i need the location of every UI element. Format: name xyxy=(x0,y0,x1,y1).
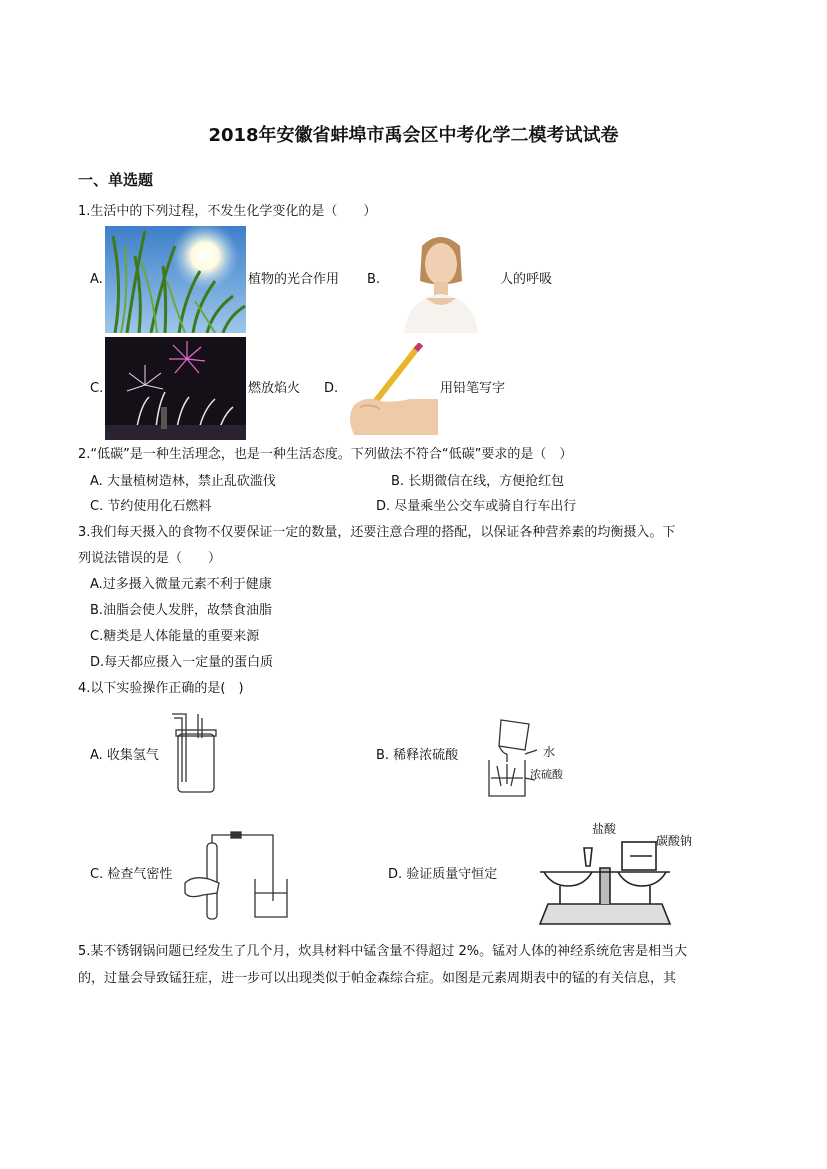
q2-option-b: B. 长期微信在线，方便抢红包 xyxy=(391,474,565,489)
q1-option-a-letter: A. xyxy=(90,272,103,287)
label-sodium-carbonate: 碳酸钠 xyxy=(656,834,693,848)
q1-option-b-text: 人的呼吸 xyxy=(500,272,553,287)
q1-option-d-text: 用铅笔写字 xyxy=(440,381,506,396)
q3-option-c: C.糖类是人体能量的重要来源 xyxy=(90,629,260,644)
question-3-stem-line2: 列说法错误的是（ ） xyxy=(78,551,222,566)
q1-option-c-text: 燃放焰火 xyxy=(248,381,301,396)
q3-option-a: A.过多摄入微量元素不利于健康 xyxy=(90,577,272,592)
q2-option-a: A. 大量植树造林，禁止乱砍滥伐 xyxy=(90,474,276,489)
q4-option-c: C. 检查气密性 xyxy=(90,867,173,882)
q4-option-a: A. 收集氢气 xyxy=(90,748,159,763)
breathing-image xyxy=(382,226,499,333)
q2-option-d: D. 尽量乘坐公交车或骑自行车出行 xyxy=(376,499,577,514)
q4-option-d: D. 验证质量守恒定 xyxy=(388,867,498,882)
question-5-line1: 5.某不锈钢锅问题已经发生了几个月，炊具材料中锰含量不得超过 2%。锰对人体的神经系统危害是相当大 xyxy=(78,944,688,959)
q3-option-d: D.每天都应摄入一定量的蛋白质 xyxy=(90,655,274,670)
pencil-writing-image xyxy=(340,343,440,435)
label-water: 水 xyxy=(543,745,556,759)
q4-option-b: B. 稀释浓硫酸 xyxy=(376,748,459,763)
label-concentrated-acid: 浓硫酸 xyxy=(530,768,563,781)
question-1-stem: 1.生活中的下列过程，不发生化学变化的是（ ） xyxy=(78,204,377,219)
page-title: 2018年安徽省蚌埠市禹会区中考化学二模考试试卷 xyxy=(208,125,619,146)
q1-option-a-text: 植物的光合作用 xyxy=(248,272,340,287)
airtightness-image xyxy=(183,831,288,921)
gas-bottle-image xyxy=(168,712,218,796)
photosynthesis-image xyxy=(105,226,246,333)
q1-option-d-letter: D. xyxy=(324,381,339,396)
question-4-stem: 4.以下实验操作正确的是( ) xyxy=(78,681,244,696)
q2-option-c: C. 节约使用化石燃料 xyxy=(90,499,212,514)
section-heading: 一、单选题 xyxy=(78,171,154,189)
q3-option-b: B.油脂会使人发胖，故禁食油脂 xyxy=(90,603,273,618)
q1-option-c-letter: C. xyxy=(90,381,104,396)
label-hydrochloric-acid: 盐酸 xyxy=(592,822,617,836)
question-5-line2: 的，过量会导致锰狂症，进一步可以出现类似于帕金森综合症。如图是元素周期表中的锰的有关信息，其 xyxy=(78,971,677,986)
q1-option-b-letter: B. xyxy=(367,272,381,287)
question-2-stem: 2.“低碳”是一种生活理念，也是一种生活态度。下列做法不符合“低碳”要求的是（ ） xyxy=(78,447,573,462)
question-3-stem-line1: 3.我们每天摄入的食物不仅要保证一定的数量，还要注意合理的搭配，以保证各种营养素的均衡摄入。下 xyxy=(78,525,676,540)
fireworks-image xyxy=(105,337,246,440)
